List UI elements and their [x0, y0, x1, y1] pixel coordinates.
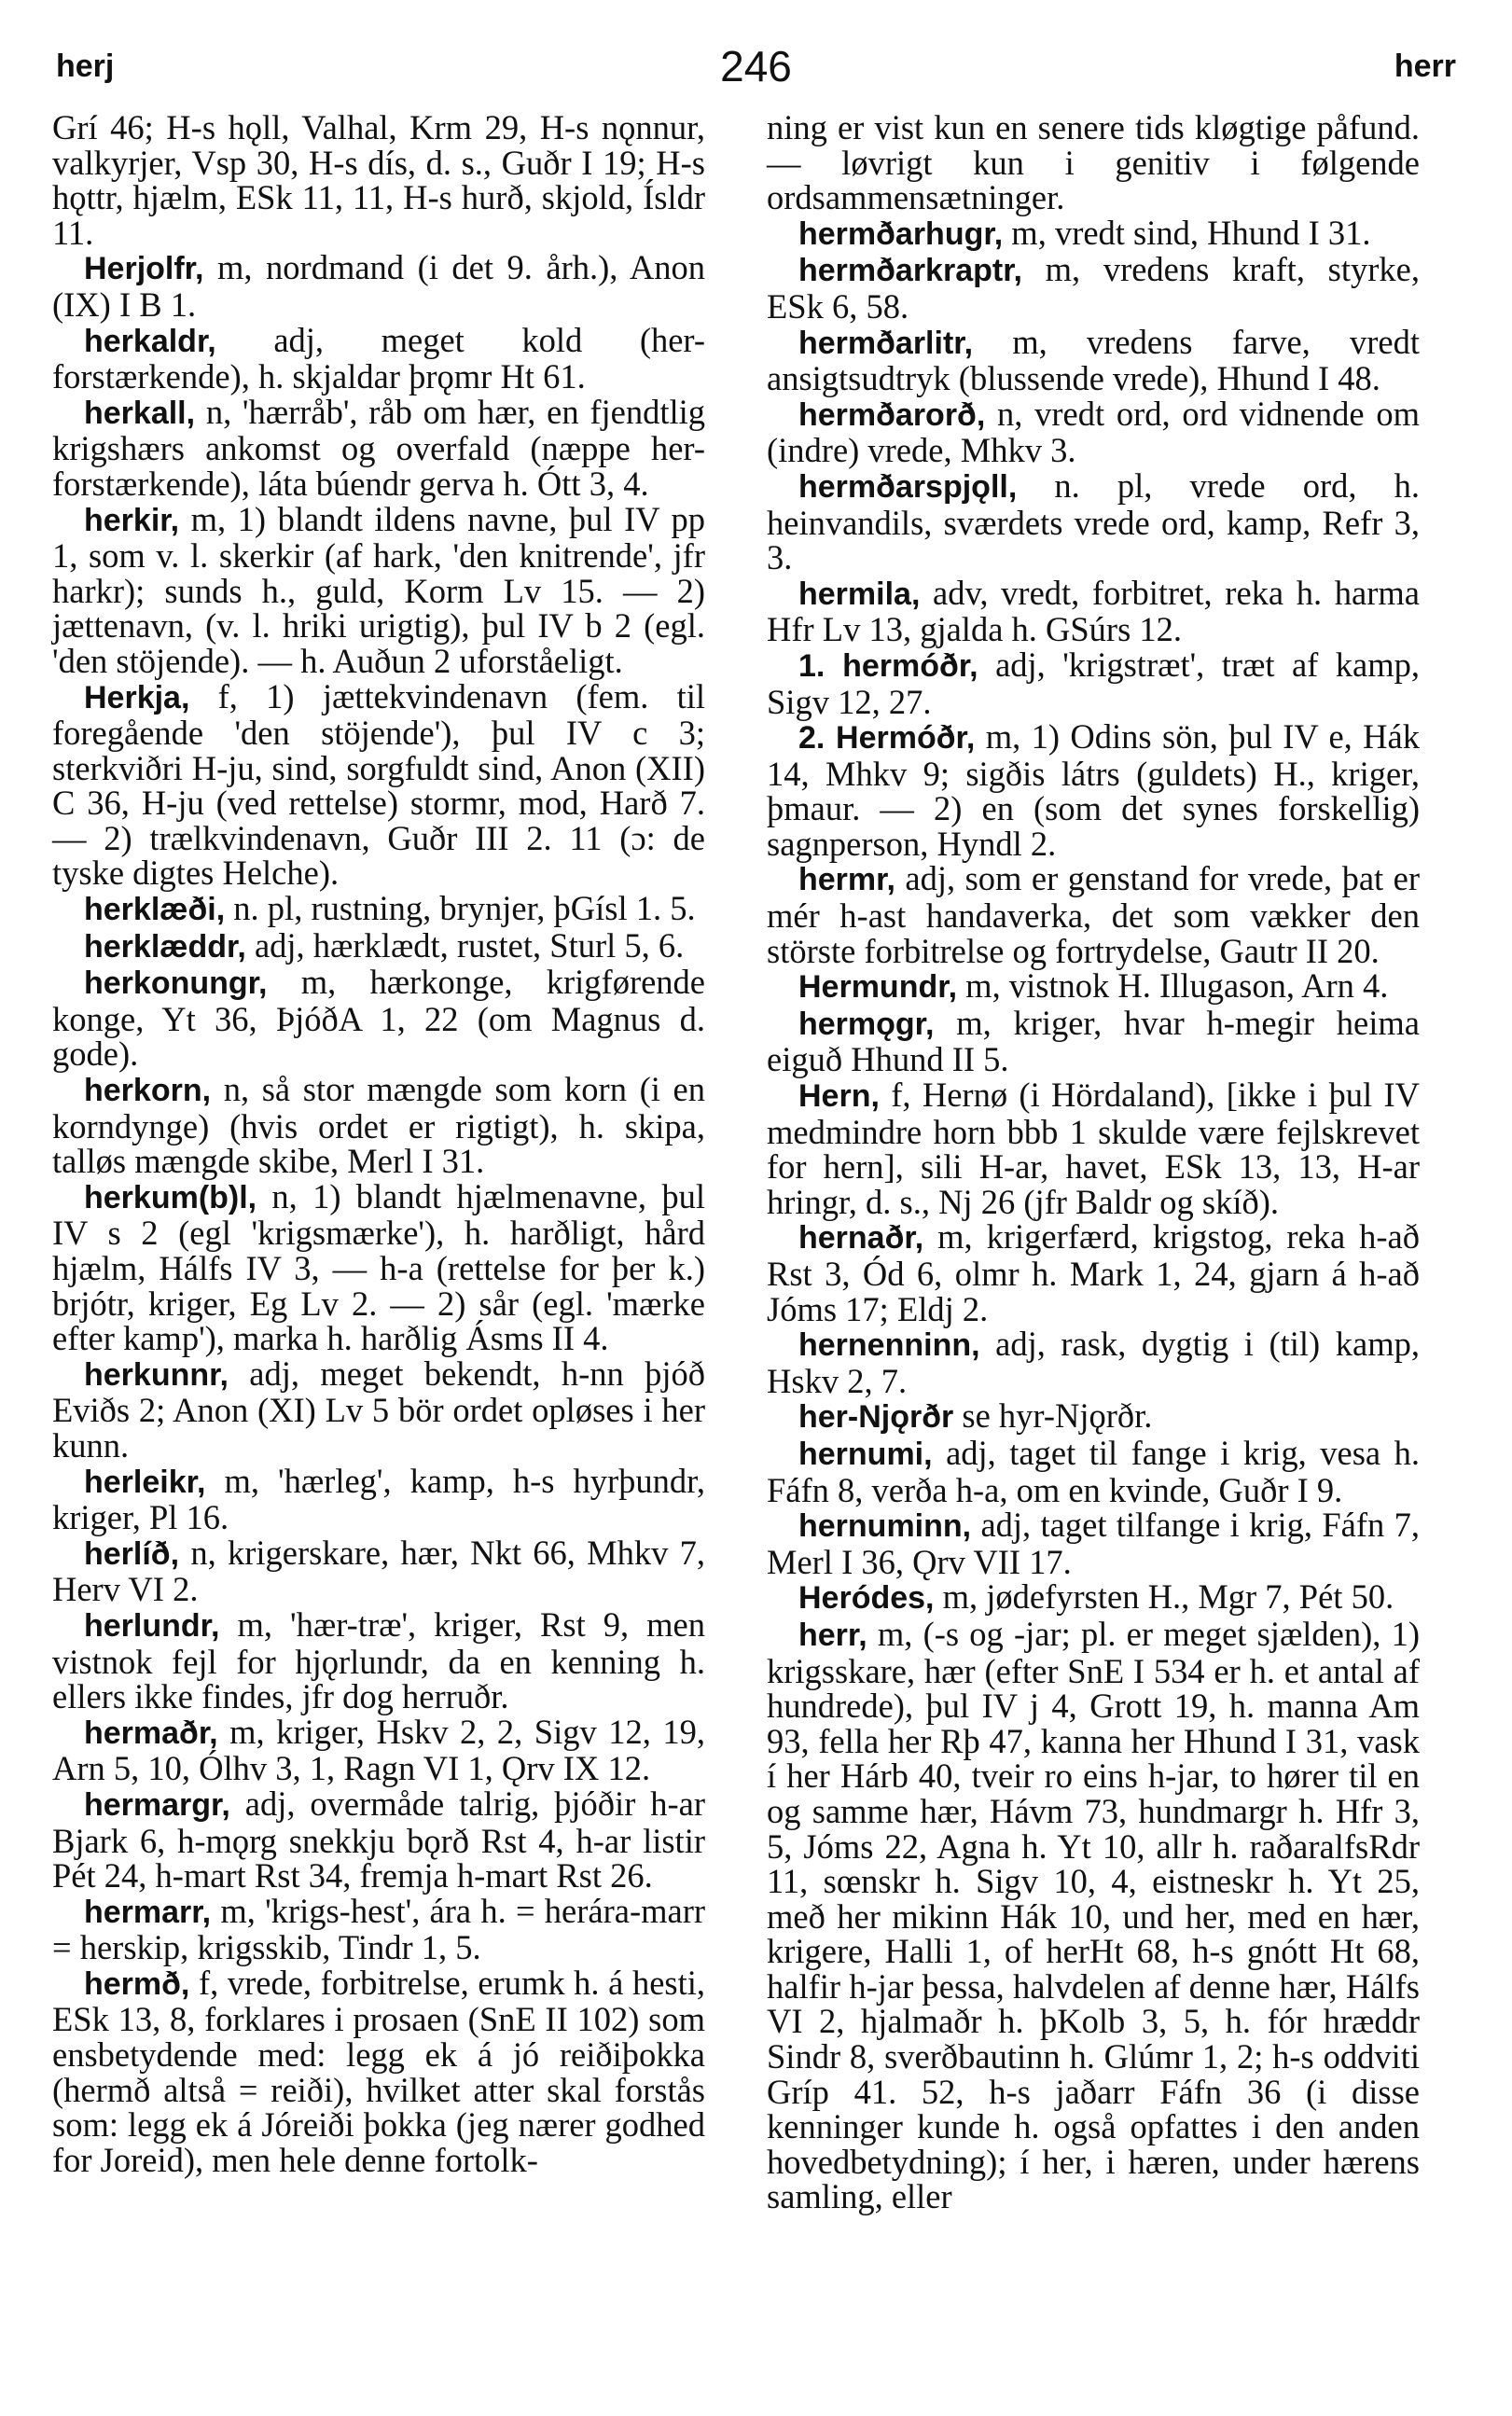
- dictionary-entry: [52, 676, 705, 893]
- definition-text: n, 1) blandt hjælmenavne, þul IV s 2 (egl 'krigsmærke'), h. harðligt, hård hjælm, Hálfs IV 3, — h-a (rettelse for þer k.) brjótr, kriger, Eg Lv 2. — 2) sår (egl. 'mærke efter kamp'), marka h. harðlig Ásms II 4.: [52, 1176, 705, 1358]
- headword: herleikr,: [84, 1464, 206, 1500]
- definition-text: adj, 'krigstræt', træt af kamp, Sigv 12, 27.: [767, 645, 1420, 721]
- dictionary-entry: [767, 1579, 1420, 1617]
- dictionary-entry: [52, 891, 705, 928]
- definition-text: adj, taget tilfange i krig, Fáfn 7, Merl I 36, Ǫrv VII 17.: [767, 1506, 1421, 1581]
- headword: her-Njǫrðr: [798, 1399, 954, 1436]
- headword: herkorn,: [84, 1073, 212, 1109]
- dictionary-entry: [52, 1965, 705, 2178]
- dictionary-entry: [767, 968, 1420, 1006]
- dictionary-entry: [52, 1356, 705, 1464]
- headword: herkum(b)l,: [84, 1179, 257, 1215]
- headword: Hermundr,: [798, 969, 958, 1006]
- page-header: [56, 32, 1456, 97]
- dictionary-entry: [767, 215, 1420, 253]
- dictionary-entry: [767, 322, 1420, 398]
- dictionary-entry: [767, 252, 1420, 324]
- dictionary-entry: [52, 925, 705, 965]
- headword: hermǫgr,: [798, 1006, 935, 1042]
- headword: hernuminn,: [798, 1508, 972, 1545]
- definition-text: Grí 46; H-s hǫll, Valhal, Krm 29, H-s nǫnnur, valkyrjer, Vsp 30, H-s dís, d. s., Guðr I 19; H-s hǫttr, hjælm, ESk 11, 11, H-s hurð, skjold, Ísldr 11.: [52, 108, 705, 252]
- definition-text: m, hærkonge, krigførende konge, Yt 36, ÞjóðA 1, 22 (om Magnus d. gode).: [52, 963, 705, 1074]
- headword: hermðarorð,: [798, 396, 986, 433]
- definition-text: m, vredens kraft, styrke, ESk 6, 58.: [767, 250, 1420, 326]
- definition-text: m, krigerfærd, krigstog, reka h-að Rst 3, Ód 6, olmr h. Mark 1, 24, gjarn á h-að Jóms 17; Eldj 2.: [767, 1217, 1421, 1328]
- definition-text: f, Hernø (i Hördaland), [ikke i þul IV medmindre horn bbb 1 skulde være fejlskrevet for hern], sili H-ar, havet, ESk 13, 13, H-ar hringr, d. s., Nj 26 (jfr Baldr og skíð).: [767, 1076, 1421, 1221]
- headword: Heródes,: [798, 1580, 935, 1617]
- headword: herklæddr,: [84, 928, 246, 965]
- headword: hernaðr,: [798, 1220, 924, 1257]
- definition-text: m, nordmand (i det 9. årh.), Anon (IX) I B 1.: [52, 248, 706, 324]
- definition-text: m, 1) Odins sön, þul IV e, Hák 14, Mhkv 9; sigðis látrs (guldets) H., kriger, þmaur. — 2) en (som det synes forskellig) sagnperson, Hyndl 2.: [767, 717, 1420, 863]
- definition-text: adj, meget bekendt, h-nn þjóð Eviðs 2; Anon (XI) Lv 5 bör ordet opløses i her kunn.: [52, 1354, 705, 1465]
- headword: hermðarhugr,: [798, 215, 1004, 252]
- dictionary-entry: [52, 1461, 705, 1537]
- definition-text: ning er vist kun en senere tids kløgtige påfund. — løvrigt kun i genitiv i følgende ordsammensætninger.: [767, 108, 1420, 217]
- headword: hermr,: [798, 862, 895, 898]
- dictionary-entry: [767, 573, 1420, 649]
- definition-text: adj, hærklædt, rustet, Sturl 5, 6.: [254, 925, 685, 965]
- definition-text: adj, meget kold (her- forstærkende), h. skjaldar þrǫmr Ht 61.: [52, 320, 706, 396]
- definition-text: n, vredt ord, ord vidnende om (indre) vrede, Mhkv 3.: [767, 394, 1420, 470]
- definition-text: m, kriger, Hskv 2, 2, Sigv 12, 19, Arn 5, 10, Ólhv 3, 1, Ragn VI 1, Ǫrv IX 12.: [52, 1712, 706, 1788]
- definition-text: f, vrede, forbitrelse, erumk h. á hesti, ESk 13, 8, forklares i prosaen (SnE II 102) som ensbetydende med: legg ek á jó reiðiþokka (hermð altså = reiði), hvilket atter skal forstås som: legg ek á Jóreiði þokka (jeg nærer godhed for Joreid), men hele denne fortolk-: [52, 1963, 706, 2179]
- dictionary-entry: [52, 1176, 705, 1358]
- dictionary-entry: [767, 1003, 1420, 1079]
- definition-text: m, (-s og -jar; pl. er meget sjælden), 1) krigsskare, hær (efter SnE I 534 er h. et antal af hundrede), þul IV j 4, Grott 19, h. manna Am 93, fella her Rþ 47, kanna her Hhund I 31, vask í her Hárb 40, tveir ro eins h-jar, to hører til en og samme hær, Hávm 73, hundmargr h. Hfr 3, 5, Jóms 22, Agna h. Yt 10, allr h. raðaralfsRdr 11, sœnskr h. Sigv 10, 4, eistneskr h. Yt 25, með her mikinn Hák 10, und her, med en hær, krigere, Halli 1, of herHt 68, h-s gnótt Ht 68, halfir h-jar þessa, halvdelen af denne hær, Hálfs VI 2, hjalmaðr h. þKolb 3, 5, h. fór hræddr Sindr 8, sverðbautinn h. Glúmr 1, 2; h-s oddviti Gríp 41. 52, h-s jaðarr Fáfn 36 (i disse kenninger kunde h. også opfattes i den anden hovedbetydning); í her, i hæren, under hærens samling, eller: [767, 1614, 1420, 2216]
- definition-text: n, krigerskare, hær, Nkt 66, Mhkv 7, Herv VI 2.: [52, 1533, 706, 1609]
- dictionary-entry: [52, 499, 705, 680]
- definition-text: n. pl, rustning, brynjer, þGísl 1. 5.: [233, 889, 696, 928]
- headword: hermðarspjǫll,: [798, 468, 1018, 505]
- dictionary-entry: [767, 1507, 1420, 1579]
- right-column: [767, 110, 1420, 2215]
- definition-text: adv, vredt, forbitret, reka h. harma Hfr Lv 13, gjalda h. GSúrs 12.: [767, 573, 1420, 649]
- headword: hermila,: [798, 576, 921, 612]
- dictionary-entry: [52, 1891, 706, 1967]
- definition-text: m, kriger, hvar h-megir heima eiguð Hhund II 5.: [767, 1003, 1420, 1079]
- headword: herkaldr,: [84, 323, 216, 359]
- dictionary-entry: [52, 1786, 705, 1894]
- definition-text: m, 'krigs-hest', ára h. = herára-marr = herskip, krigsskib, Tindr 1, 5.: [52, 1891, 706, 1967]
- dictionary-entry: [767, 1077, 1420, 1219]
- headword: herkonungr,: [84, 965, 268, 1002]
- headword: hermaðr,: [84, 1715, 218, 1751]
- headword: Herjolfr,: [84, 251, 204, 287]
- headword: hermarr,: [84, 1894, 212, 1930]
- dictionary-entry: [52, 965, 705, 1072]
- headword: herr,: [798, 1617, 867, 1653]
- definition-text: m, 'hærleg', kamp, h-s hyrþundr, kriger, Pl 16.: [52, 1461, 705, 1537]
- headword: herlíð,: [84, 1535, 180, 1572]
- headword: hermðarlitr,: [798, 325, 974, 361]
- dictionary-entry: [767, 861, 1420, 968]
- definition-text: m, 1) blandt ildens navne, þul IV pp 1, som v. l. skerkir (af hark, 'den knitrende', jfr harkr); sunds h., guld, Korm Lv 15. — 2) jættenavn, (v. l. hriki urigtig), þul IV b 2 (egl. 'den stöjende). — h. Auðun 2 uforståeligt.: [52, 499, 705, 680]
- dictionary-entry: [767, 396, 1420, 468]
- dictionary-entry: [52, 392, 705, 503]
- dictionary-entry: [767, 647, 1420, 719]
- headword: hermð,: [84, 1965, 190, 2002]
- definition-text: m, vistnok H. Illugason, Arn 4.: [965, 966, 1389, 1006]
- dictionary-entry: [767, 1398, 1420, 1436]
- headword: Herkja,: [84, 679, 190, 715]
- headword: Hern,: [798, 1078, 880, 1115]
- dictionary-entry: [767, 719, 1420, 861]
- definition-text: m, vredens farve, vredt ansigtsudtryk (blussende vrede), Hhund I 48.: [767, 322, 1420, 398]
- headword: herkall,: [84, 395, 196, 431]
- dictionary-entry: [52, 1072, 705, 1179]
- headword: herkunnr,: [84, 1356, 229, 1393]
- dictionary-entry: [52, 250, 705, 322]
- running-head-right: herr: [1394, 49, 1456, 84]
- left-column: [52, 110, 705, 2177]
- headword: herkir,: [84, 502, 180, 538]
- dictionary-entry: [52, 1535, 705, 1607]
- dictionary-entry: [767, 1219, 1420, 1326]
- definition-text: m, vredt sind, Hhund I 31.: [1011, 213, 1371, 252]
- definition-text: adj, taget til fange i krig, vesa h. Fáfn 8, verða h-a, om en kvinde, Guðr I 9.: [767, 1433, 1420, 1509]
- dictionary-entry: [52, 1604, 705, 1716]
- headword: hernenninn,: [798, 1327, 980, 1364]
- dictionary-entry: [767, 1433, 1420, 1509]
- page-number: 246: [720, 42, 792, 90]
- definition-text: adj, rask, dygtig i (til) kamp, Hskv 2, 7.: [767, 1325, 1421, 1400]
- headword: hernumi,: [798, 1436, 933, 1472]
- definition-text: n, 'hærråb', råb om hær, en fjendtlig krigshærs ankomst og overfald (næppe her- forstærkende), láta búendr gerva h. Ótt 3, 4.: [52, 392, 705, 503]
- headword: 1. hermóðr,: [798, 647, 978, 684]
- headword: hermðarkraptr,: [798, 253, 1022, 289]
- headword: herlundr,: [84, 1607, 220, 1644]
- headword: herklæði,: [84, 892, 226, 928]
- dictionary-entry: [52, 110, 705, 250]
- definition-text: n. pl, vrede ord, h. heinvandils, sværdets vrede ord, kamp, Refr 3, 3.: [767, 465, 1420, 577]
- dictionary-entry: [767, 1614, 1420, 2216]
- dictionary-entry: [767, 465, 1420, 577]
- definition-text: se hyr-Njǫrðr.: [962, 1396, 1153, 1436]
- definition-text: f, 1) jættekvindenavn (fem. til foregående 'den stöjende'), þul IV c 3; sterkviðri H-ju, sind, sorgfuldt sind, Anon (XII) C 36, H-ju (ved rettelse) stormr, mod, Harð 7. — 2) trælkvindenavn, Guðr III 2. 11 (ɔ: de tyske digtes Helche).: [52, 676, 705, 893]
- headword: hermargr,: [84, 1786, 230, 1823]
- dictionary-entry: [52, 320, 706, 396]
- definition-text: m, 'hær-træ', kriger, Rst 9, men vistnok fejl for hjǫrlundr, da en kenning h. ellers ikke findes, jfr dog herruðr.: [52, 1604, 705, 1716]
- dictionary-entry: [767, 1326, 1420, 1398]
- definition-text: adj, som er genstand for vrede, þat er mér h-ast handaverka, det som vækker den störste forbitrelse og fortrydelse, Gautr II 20.: [767, 859, 1420, 970]
- dictionary-entry: [767, 110, 1420, 215]
- dictionary-entry: [52, 1712, 706, 1788]
- definition-text: m, jødefyrsten H., Mgr 7, Pét 50.: [942, 1577, 1394, 1617]
- definition-text: adj, overmåde talrig, þjóðir h-ar Bjark 6, h-mǫrg snekkju bǫrð Rst 4, h-ar listir Pét 24, h-mart Rst 34, fremja h-mart Rst 26.: [52, 1784, 706, 1895]
- definition-text: n, så stor mængde som korn (i en korndynge) (hvis ordet er rigtigt), h. skipa, talløs mængde skibe, Merl I 31.: [52, 1070, 705, 1181]
- running-head-left: herj: [56, 49, 115, 84]
- headword: 2. Hermóðr,: [798, 720, 976, 757]
